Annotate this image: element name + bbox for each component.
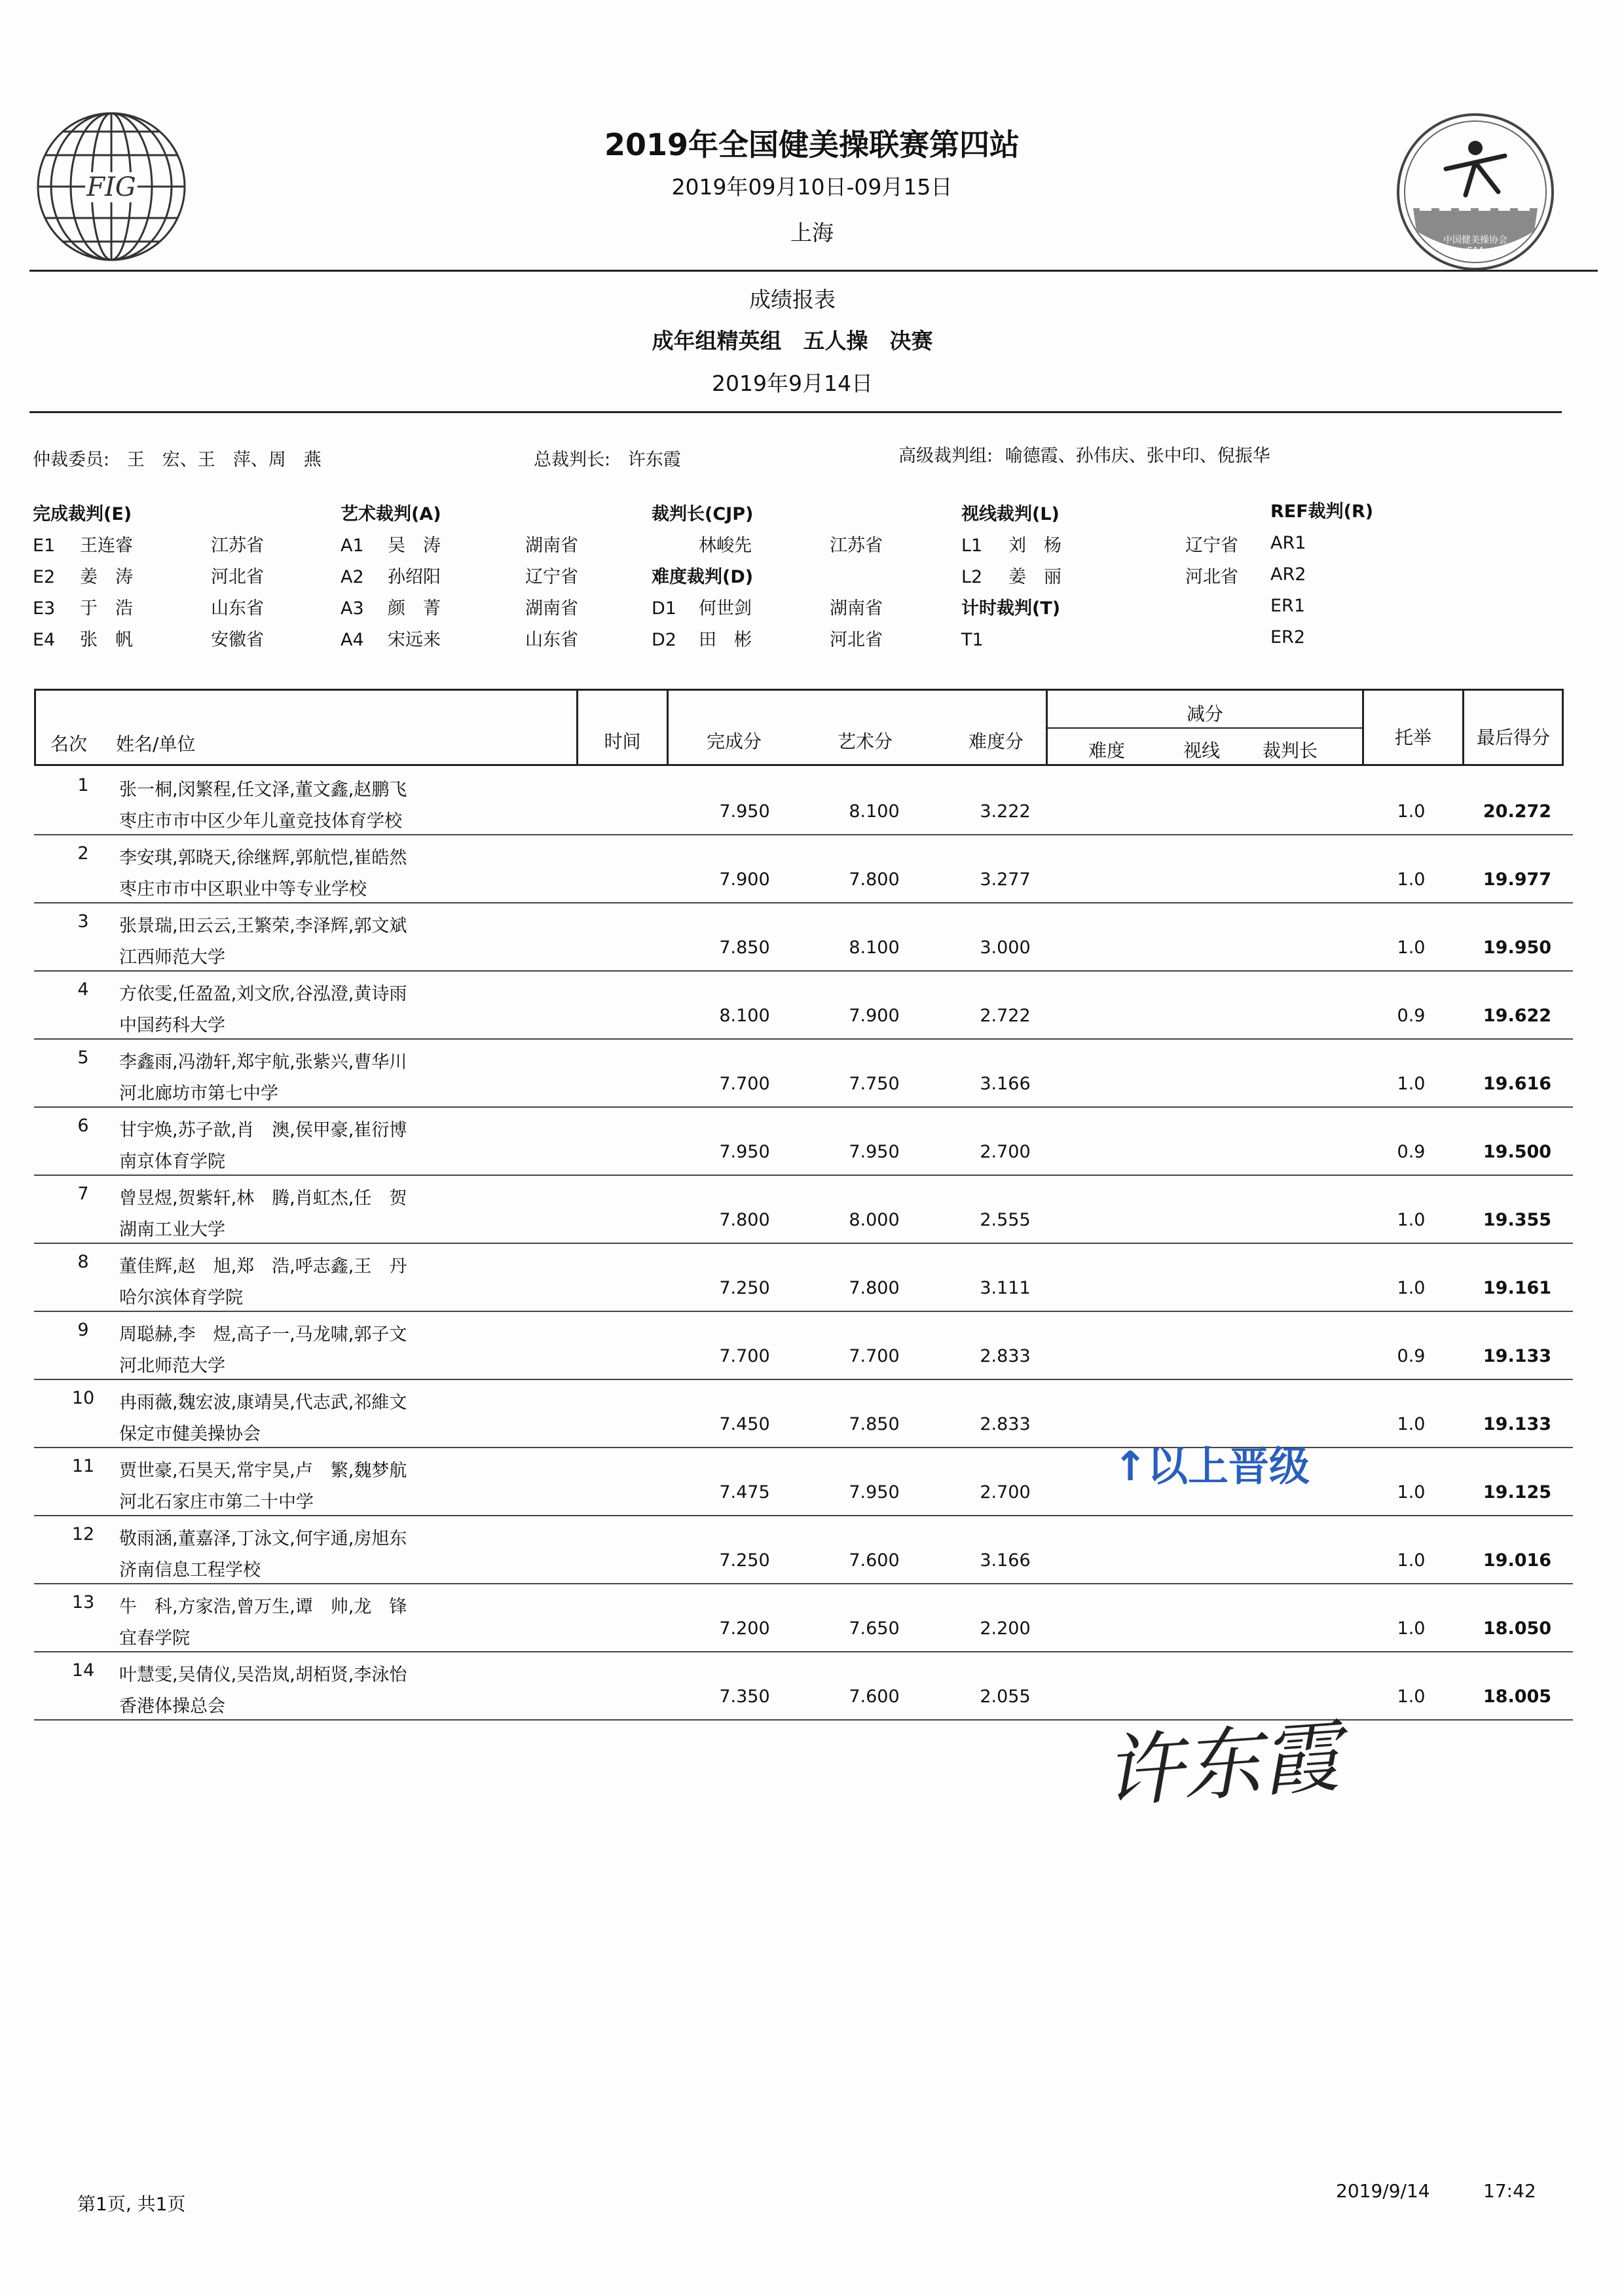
art-score-cell: 7.950 (849, 1142, 900, 1162)
art-score-cell: 7.600 (849, 1686, 900, 1707)
rank-cell: 8 (77, 1252, 89, 1272)
lift-cell: 1.0 (1397, 938, 1426, 958)
table-row (34, 1584, 1573, 1652)
lift-cell: 1.0 (1397, 1414, 1426, 1434)
jury-names: 王 宏、王 萍、周 燕 (126, 450, 322, 470)
exec-score-cell: 7.350 (719, 1686, 770, 1707)
table-row (34, 1380, 1573, 1448)
header-divider-2 (29, 411, 1562, 413)
deduct-divider (1048, 727, 1362, 729)
artistic-head: 艺术裁判(A) (341, 504, 441, 524)
diff-score-cell: 3.000 (980, 938, 1031, 958)
final-score-cell: 19.161 (1483, 1278, 1552, 1298)
ref-head: REF裁判(R) (1270, 501, 1374, 522)
athletes-cell: 叶慧雯,吴倩仪,吴浩岚,胡栢贤,李泳怡 (119, 1665, 407, 1685)
ref-code: ER1 (1270, 596, 1305, 616)
final-score-cell: 19.355 (1483, 1210, 1552, 1230)
results-table-body (34, 767, 1573, 1721)
promote-text: 以上晋级 (1147, 1442, 1310, 1490)
col-art: 艺术分 (837, 731, 893, 752)
ref-code: ER2 (1270, 627, 1305, 647)
judge-row: E2 姜 涛 河北省 (33, 567, 264, 587)
caa-logo (1393, 110, 1557, 274)
rank-cell: 11 (71, 1456, 95, 1476)
col-deduct: 减分 (1186, 703, 1223, 725)
event-dates: 2019年09月10日-09月15日 (671, 174, 953, 200)
caa-logo-en: CAA (1466, 246, 1485, 256)
art-score-cell: 8.100 (849, 801, 900, 822)
lift-cell: 1.0 (1397, 1074, 1426, 1094)
judge-row: A2 孙绍阳 辽宁省 (341, 567, 578, 587)
col-final: 最后得分 (1476, 727, 1550, 748)
art-score-cell: 8.100 (849, 938, 900, 958)
final-score-cell: 20.272 (1483, 801, 1552, 822)
athletes-cell: 曾昱煜,贺紫轩,林 腾,肖虹杰,任 贺 (119, 1188, 407, 1209)
footer-date: 2019/9/14 (1336, 2180, 1430, 2202)
team-cell: 中国药科大学 (119, 1015, 225, 1036)
ref-code: AR2 (1270, 564, 1306, 585)
team-cell: 河北师范大学 (119, 1356, 225, 1376)
exec-score-cell: 7.900 (719, 869, 770, 890)
fig-logo (33, 108, 190, 265)
line-head: 视线裁判(L) (961, 504, 1060, 524)
time-head: 计时裁判(T) (961, 598, 1061, 619)
caa-logo-cn: 中国健美操协会 (1443, 235, 1507, 246)
art-score-cell: 7.950 (849, 1482, 900, 1503)
table-row (34, 1176, 1573, 1244)
col-exec: 完成分 (706, 731, 762, 752)
judge-row: T1 (961, 630, 984, 650)
table-row (34, 903, 1573, 972)
judges-line (961, 499, 1238, 656)
lift-cell: 1.0 (1397, 1482, 1426, 1503)
rank-cell: 2 (77, 843, 89, 864)
athletes-cell: 张一桐,闵繁程,任文泽,董文鑫,赵鹏飞 (119, 780, 407, 800)
team-cell: 河北廊坊市第七中学 (119, 1084, 278, 1104)
lift-cell: 1.0 (1397, 1278, 1426, 1298)
diff-score-cell: 2.700 (980, 1482, 1031, 1503)
athletes-cell: 方依雯,任盈盈,刘文欣,谷泓澄,黄诗雨 (119, 984, 407, 1004)
final-score-cell: 19.622 (1483, 1006, 1552, 1026)
team-cell: 江西师范大学 (119, 947, 225, 968)
cjp-head: 裁判长(CJP) (652, 504, 754, 524)
rank-cell: 9 (77, 1320, 89, 1340)
team-cell: 枣庄市市中区少年儿童竞技体育学校 (119, 811, 402, 831)
athletes-cell: 李安琪,郭晓天,徐继辉,郭航恺,崔皓然 (119, 848, 407, 868)
table-row (34, 1244, 1573, 1312)
athletes-cell: 张景瑞,田云云,王繁荣,李泽辉,郭文斌 (119, 916, 407, 936)
judges-cjp (652, 499, 883, 656)
event-city: 上海 (790, 220, 834, 246)
jury-label: 仲裁委员: (33, 450, 110, 470)
rank-cell: 12 (71, 1524, 95, 1544)
exec-score-cell: 8.100 (719, 1006, 770, 1026)
diff-score-cell: 3.277 (980, 869, 1031, 890)
senior-names: 喻德霞、孙伟庆、张中印、倪振华 (1005, 446, 1270, 466)
col-time: 时间 (604, 731, 641, 752)
rank-cell: 4 (77, 979, 89, 1000)
team-cell: 香港体操总会 (119, 1696, 225, 1717)
rank-cell: 10 (71, 1388, 95, 1408)
cjp-row: 林峻先 江苏省 (699, 536, 883, 556)
lift-cell: 1.0 (1397, 1550, 1426, 1571)
team-cell: 济南信息工程学校 (119, 1560, 261, 1580)
final-score-cell: 19.133 (1483, 1414, 1552, 1434)
team-cell: 湖南工业大学 (119, 1220, 225, 1240)
art-score-cell: 7.650 (849, 1618, 900, 1639)
report-title: 成绩报表 (749, 287, 836, 312)
athletes-cell: 敬雨涵,董嘉泽,丁泳文,何宇通,房旭东 (119, 1529, 407, 1549)
up-arrow-icon: ↑ (1113, 1442, 1147, 1490)
team-cell: 南京体育学院 (119, 1152, 225, 1172)
lift-cell: 0.9 (1397, 1006, 1426, 1026)
col-lift: 托举 (1394, 727, 1431, 748)
exec-score-cell: 7.450 (719, 1414, 770, 1434)
rank-cell: 13 (71, 1592, 95, 1613)
final-score-cell: 19.125 (1483, 1482, 1552, 1503)
jury-info (33, 445, 322, 471)
diff-score-cell: 2.722 (980, 1006, 1031, 1026)
team-cell: 枣庄市市中区职业中等专业学校 (119, 879, 367, 900)
table-row (34, 1652, 1573, 1721)
col-rank: 名次 (50, 733, 87, 755)
ref-code: AR1 (1270, 533, 1306, 553)
diff-score-cell: 2.200 (980, 1618, 1031, 1639)
art-score-cell: 7.800 (849, 869, 900, 890)
diff-score-cell: 2.055 (980, 1686, 1031, 1707)
athletes-cell: 甘宇焕,苏子歆,肖 澳,侯甲豪,崔衍博 (119, 1120, 407, 1140)
diff-score-cell: 2.555 (980, 1210, 1031, 1230)
exec-score-cell: 7.250 (719, 1278, 770, 1298)
chief-name: 许东霞 (627, 450, 681, 470)
judge-row: D2 田 彬 河北省 (652, 630, 883, 650)
rank-cell: 7 (77, 1184, 89, 1204)
diff-score-cell: 2.833 (980, 1346, 1031, 1366)
exec-score-cell: 7.700 (719, 1074, 770, 1094)
judges-execution (33, 499, 264, 656)
exec-score-cell: 7.950 (719, 1142, 770, 1162)
athletes-cell: 冉雨薇,魏宏波,康靖昊,代志武,祁維文 (119, 1393, 407, 1413)
diff-score-cell: 2.833 (980, 1414, 1031, 1434)
page-title: 2019年全国健美操联赛第四站 (604, 127, 1020, 162)
category-title: 成年组精英组 五人操 决赛 (652, 328, 933, 354)
table-row (34, 835, 1573, 903)
athletes-cell: 牛 科,方家浩,曾万生,谭 帅,龙 锋 (119, 1597, 407, 1617)
team-cell: 保定市健美操协会 (119, 1424, 261, 1444)
judge-row: D1 何世剑 湖南省 (652, 598, 883, 619)
lift-cell: 1.0 (1397, 1686, 1426, 1707)
promote-annotation (1113, 1434, 1310, 1492)
art-score-cell: 7.750 (849, 1074, 900, 1094)
final-score-cell: 19.500 (1483, 1142, 1552, 1162)
diff-score-cell: 3.111 (980, 1278, 1031, 1298)
difficulty-head: 难度裁判(D) (652, 567, 754, 587)
athletes-cell: 李鑫雨,冯渤轩,郑宇航,张紫兴,曹华川 (119, 1052, 407, 1072)
fig-logo-text: FIG (86, 172, 136, 202)
execution-head: 完成裁判(E) (33, 504, 132, 524)
table-row (34, 767, 1573, 835)
signature: 许东霞 (1101, 1711, 1343, 1819)
judges-ref (1270, 496, 1373, 653)
exec-score-cell: 7.200 (719, 1618, 770, 1639)
team-cell: 宜春学院 (119, 1628, 190, 1649)
chief-label: 总裁判长: (534, 450, 611, 470)
exec-score-cell: 7.250 (719, 1550, 770, 1571)
final-score-cell: 18.005 (1483, 1686, 1552, 1707)
table-row (34, 972, 1573, 1040)
header-divider-1 (29, 270, 1598, 272)
final-score-cell: 19.977 (1483, 869, 1552, 890)
lift-cell: 1.0 (1397, 1210, 1426, 1230)
col-diff: 难度分 (968, 731, 1024, 752)
exec-score-cell: 7.850 (719, 938, 770, 958)
judge-row: E1 王连睿 江苏省 (33, 536, 264, 556)
lift-cell: 1.0 (1397, 801, 1426, 822)
col-name: 姓名/单位 (116, 733, 196, 755)
team-cell: 河北石家庄市第二十中学 (119, 1492, 314, 1512)
final-score-cell: 19.950 (1483, 938, 1552, 958)
athletes-cell: 周聪赫,李 煜,高子一,马龙啸,郭子文 (119, 1324, 407, 1345)
rank-cell: 1 (77, 775, 89, 795)
lift-cell: 0.9 (1397, 1346, 1426, 1366)
athletes-cell: 贾世豪,石昊天,常宇昊,卢 繁,魏梦航 (119, 1461, 407, 1481)
exec-score-cell: 7.950 (719, 801, 770, 822)
art-score-cell: 7.700 (849, 1346, 900, 1366)
art-score-cell: 8.000 (849, 1210, 900, 1230)
exec-score-cell: 7.700 (719, 1346, 770, 1366)
event-date: 2019年9月14日 (712, 371, 873, 396)
final-score-cell: 18.050 (1483, 1618, 1552, 1639)
lift-cell: 1.0 (1397, 869, 1426, 890)
table-row (34, 1516, 1573, 1584)
lift-cell: 0.9 (1397, 1142, 1426, 1162)
lift-cell: 1.0 (1397, 1618, 1426, 1639)
exec-score-cell: 7.475 (719, 1482, 770, 1503)
table-row (34, 1448, 1573, 1516)
judge-row: E3 于 浩 山东省 (33, 598, 264, 619)
athletes-cell: 董佳辉,赵 旭,郑 浩,呼志鑫,王 丹 (119, 1256, 407, 1277)
table-row (34, 1040, 1573, 1108)
chief-info (534, 445, 681, 471)
art-score-cell: 7.900 (849, 1006, 900, 1026)
judges-artistic (341, 499, 578, 656)
exec-score-cell: 7.800 (719, 1210, 770, 1230)
judge-row: L2 姜 丽 河北省 (961, 567, 1238, 587)
table-row (34, 1312, 1573, 1380)
judge-row: L1 刘 杨 辽宁省 (961, 536, 1238, 556)
page-number: 第1页, 共1页 (77, 2193, 186, 2215)
diff-score-cell: 3.166 (980, 1550, 1031, 1571)
senior-label: 高级裁判组: (898, 446, 993, 466)
art-score-cell: 7.800 (849, 1278, 900, 1298)
judge-row: A1 吴 涛 湖南省 (341, 536, 578, 556)
final-score-cell: 19.133 (1483, 1346, 1552, 1366)
judge-row: A3 颜 菁 湖南省 (341, 598, 578, 619)
diff-score-cell: 3.166 (980, 1074, 1031, 1094)
table-row (34, 1108, 1573, 1176)
footer-time: 17:42 (1483, 2180, 1536, 2202)
diff-score-cell: 3.222 (980, 801, 1031, 822)
senior-info (898, 441, 1270, 467)
diff-score-cell: 2.700 (980, 1142, 1031, 1162)
team-cell: 哈尔滨体育学院 (119, 1288, 243, 1308)
final-score-cell: 19.016 (1483, 1550, 1552, 1571)
results-table-header (34, 689, 1564, 766)
rank-cell: 3 (77, 911, 89, 932)
judge-row: E4 张 帆 安徽省 (33, 630, 264, 650)
judge-row: A4 宋远来 山东省 (341, 630, 578, 650)
col-ded-cjp: 裁判长 (1262, 740, 1318, 761)
art-score-cell: 7.850 (849, 1414, 900, 1434)
col-ded-diff: 难度 (1088, 740, 1125, 761)
rank-cell: 14 (71, 1660, 95, 1681)
col-ded-line: 视线 (1183, 740, 1220, 761)
final-score-cell: 19.616 (1483, 1074, 1552, 1094)
art-score-cell: 7.600 (849, 1550, 900, 1571)
rank-cell: 5 (77, 1048, 89, 1068)
rank-cell: 6 (77, 1116, 89, 1136)
